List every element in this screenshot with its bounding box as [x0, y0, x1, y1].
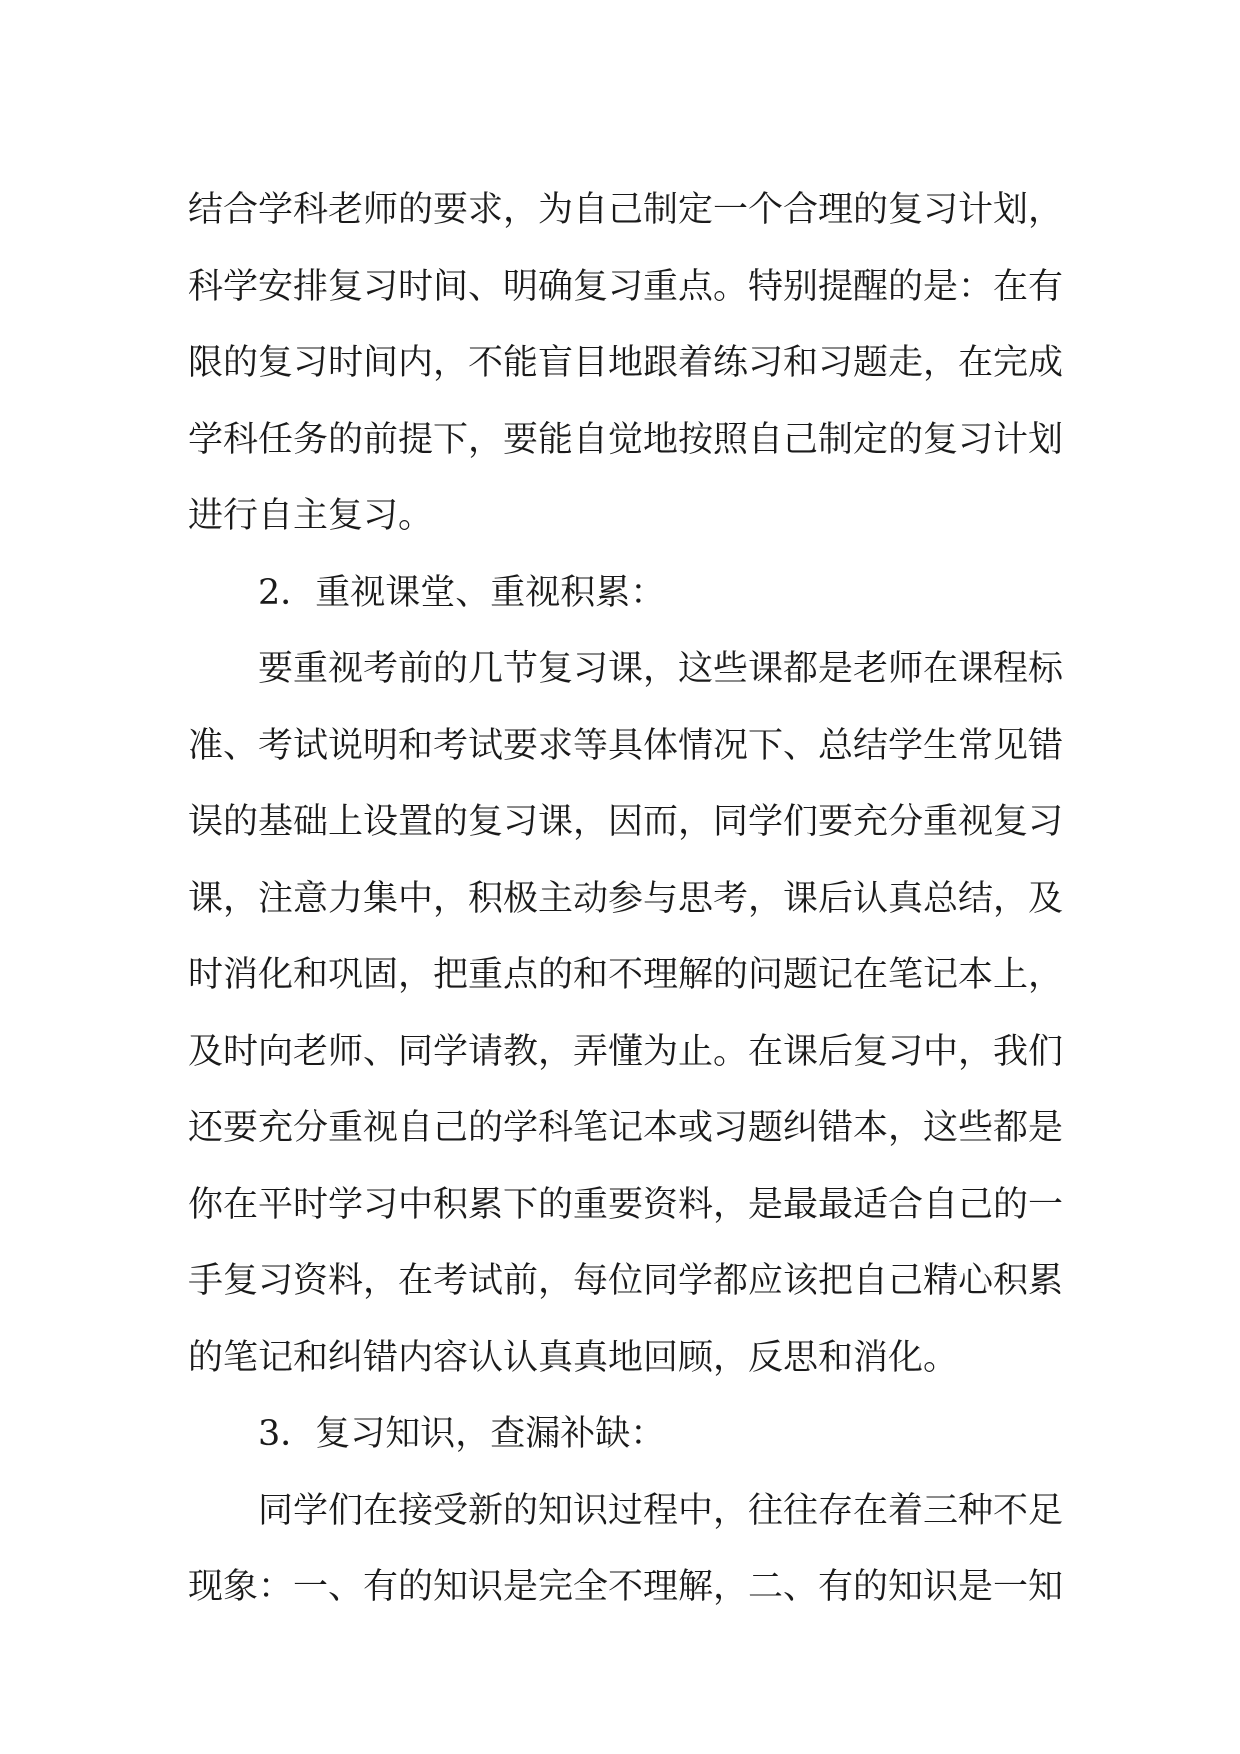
paragraph-line: 要重视考前的几节复习课，这些课都是老师在课程标 [258, 649, 1064, 689]
paragraph-line: 进行自主复习。 [188, 496, 434, 536]
paragraph-line: 误的基础上设置的复习课，因而，同学们要充分重视复习 [188, 802, 1064, 842]
section-heading: 2．重视课堂、重视积累： [258, 572, 666, 613]
section-heading: 3．复习知识，查漏补缺： [258, 1414, 666, 1454]
paragraph-line: 同学们在接受新的知识过程中，往往存在着三种不足 [258, 1490, 1064, 1531]
paragraph-line: 现象：一、有的知识是完全不理解，二、有的知识是一知 [188, 1567, 1064, 1607]
paragraph-line: 你在平时学习中积累下的重要资料，是最最适合自己的一 [188, 1184, 1064, 1225]
document-body [188, 172, 1064, 1626]
paragraph-line: 手复习资料，在考试前，每位同学都应该把自己精心积累 [188, 1261, 1064, 1301]
paragraph-line: 的笔记和纠错内容认认真真地回顾，反思和消化。 [188, 1337, 959, 1378]
paragraph-line: 限的复习时间内，不能盲目地跟着练习和习题走，在完成 [188, 343, 1064, 383]
paragraph-line: 课，注意力集中，积极主动参与思考，课后认真总结，及 [188, 878, 1064, 919]
paragraph-line: 还要充分重视自己的学科笔记本或习题纠错本，这些都是 [188, 1108, 1064, 1148]
paragraph-line: 时消化和巩固，把重点的和不理解的问题记在笔记本上， [188, 955, 1064, 995]
paragraph-line: 学科任务的前提下，要能自觉地按照自己制定的复习计划 [188, 419, 1064, 460]
paragraph-line: 结合学科老师的要求，为自己制定一个合理的复习计划， [188, 190, 1064, 230]
paragraph-line: 及时向老师、同学请教，弄懂为止。在课后复习中，我们 [188, 1031, 1064, 1072]
paragraph-line: 科学安排复习时间、明确复习重点。特别提醒的是：在有 [188, 266, 1064, 307]
paragraph-line: 准、考试说明和考试要求等具体情况下、总结学生常见错 [188, 725, 1064, 766]
